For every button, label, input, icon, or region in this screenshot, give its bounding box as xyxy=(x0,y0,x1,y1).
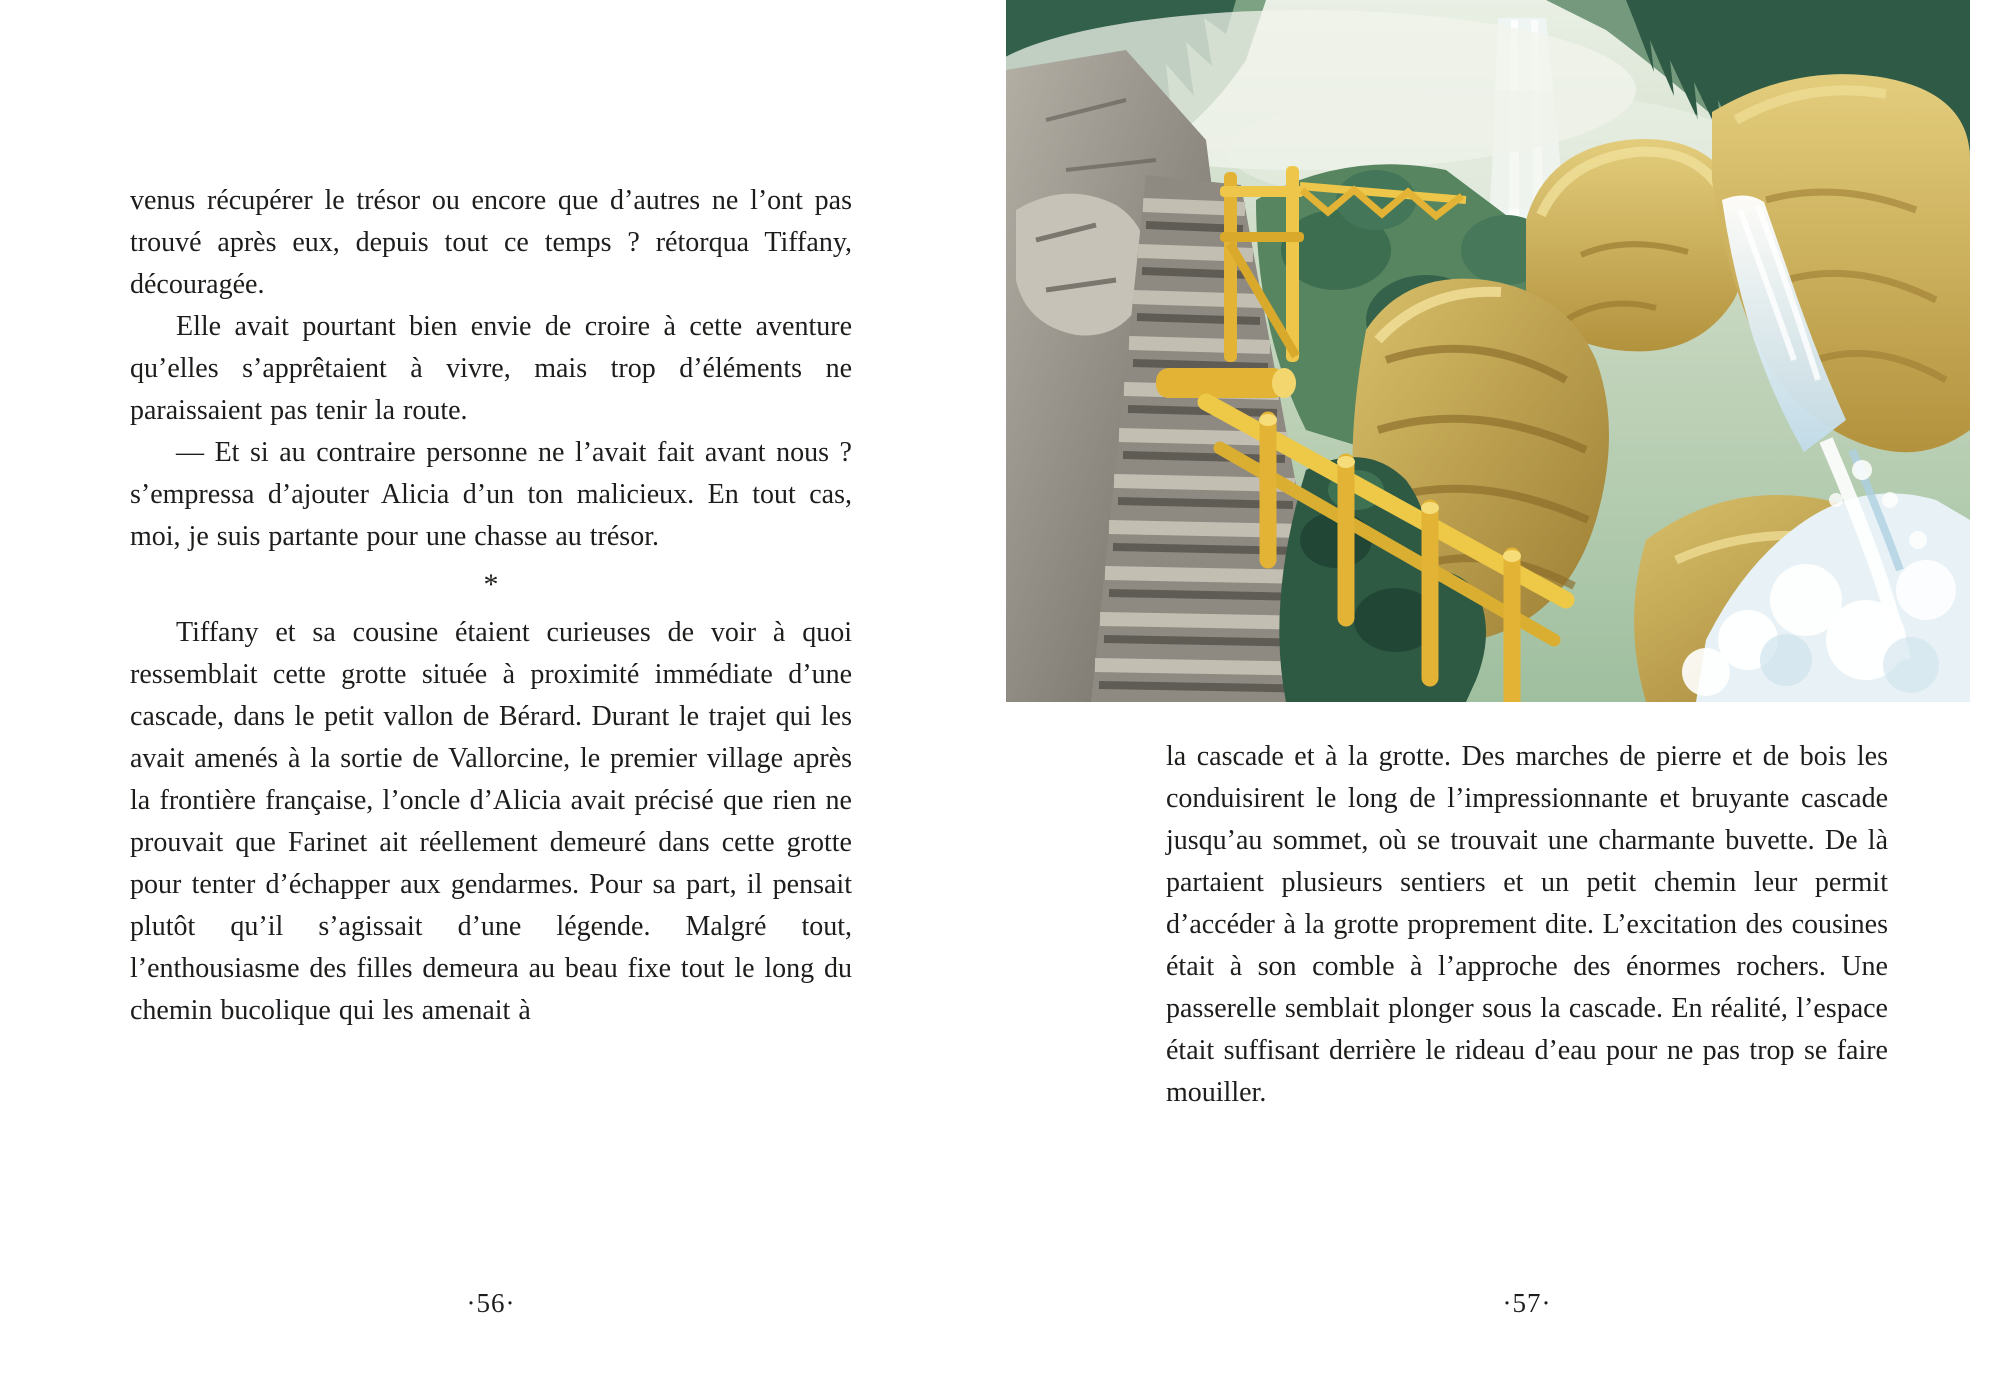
paragraph: Elle avait pourtant bien envie de croire à cette aventure qu’elles s’apprêtaient à vivre, mais trop d’éléments ne paraissaient pas tenir la route. xyxy=(130,311,852,426)
illustration-svg xyxy=(1006,0,1970,702)
left-text-block xyxy=(130,180,852,1032)
mountain-waterfall-illustration xyxy=(1006,0,1970,702)
paragraph: Tiffany et sa cousine étaient curieuses de voir à quoi ressemblait cette grotte située à proximité immédiate d’une cascade, dans le petit vallon de Bérard. Durant le trajet qui les avait amenés à la sortie de Vallorcine, le premier village après la frontière française, l’oncle d’Alicia avait précisé que rien ne prouvait que Farinet ait réellement demeuré dans cette grotte pour tenter d’échapper aux gendarmes. Pour sa part, il pensait plutôt qu’il s’agissait d’une légende. Malgré tout, l’enthousiasme des filles demeura au beau fixe tout le long du chemin bucolique qui les amenait à xyxy=(130,617,852,1026)
right-text-block xyxy=(1166,736,1888,1114)
paragraph-dialogue: — Et si au contraire personne ne l’avait fait avant nous ? s’empressa d’ajouter Alicia d’un ton malicieux. En tout cas, moi, je suis partante pour une chasse au trésor. xyxy=(130,437,852,552)
page-number-left: ·56· xyxy=(466,1288,516,1318)
paragraph-continuation: la cascade et à la grotte. Des marches de pierre et de bois les conduisirent le long de l’impressionnante et bruyante cascade jusqu’au sommet, où se trouvait une charmante buvette. De là partaient plusieurs sentiers et un petit chemin leur permit d’accéder à la grotte proprement dite. L’excitation des cousines était à son comble à l’approche des énormes rochers. Une passerelle semblait plonger sous la cascade. En réalité, l’espace était suffisant derrière le rideau d’eau pour ne pas trop se faire mouiller. xyxy=(1166,741,1888,1108)
page-number-right: ·57· xyxy=(1502,1288,1552,1318)
section-separator-asterisk: * xyxy=(483,568,499,601)
paragraph-continuation: venus récupérer le trésor ou encore que d’autres ne l’ont pas trouvé après eux, depuis tout ce temps ? rétorqua Tiffany, découragée. xyxy=(130,185,852,300)
